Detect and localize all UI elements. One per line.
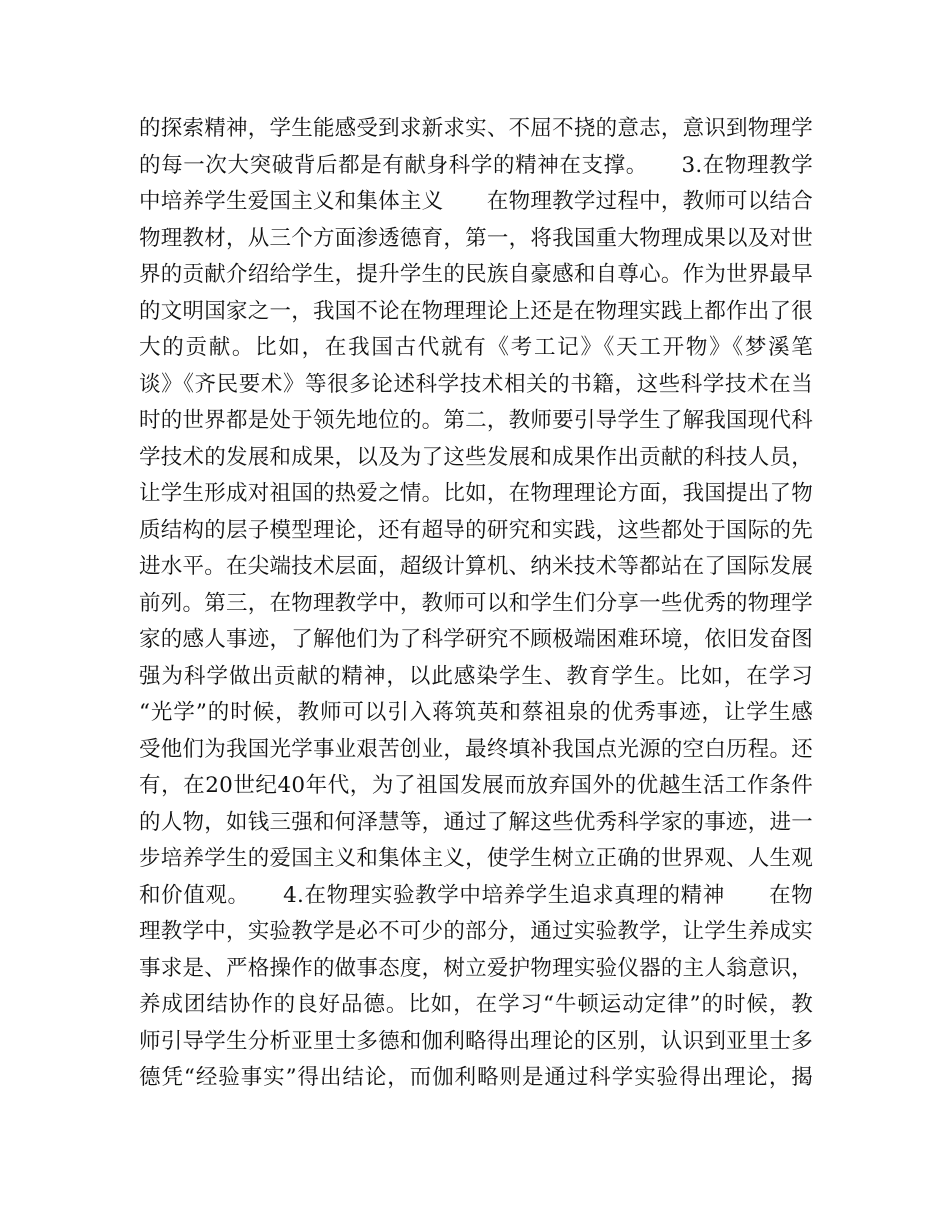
text-line: 谈》《齐民要术》等很多论述科学技术相关的书籍，这些科学技术在当 (139, 371, 813, 397)
text-line: 有，在20世纪40年代，为了祖国发展而放弃国外的优越生活工作条件 (139, 773, 813, 798)
text-line: 的人物，如钱三强和何泽慧等，通过了解这些优秀科学家的事迹，进一 (139, 809, 813, 835)
text-line: 进水平。在尖端技术层面，超级计算机、纳米技术等都站在了国际发展 (139, 554, 813, 579)
text-line: 物理教材，从三个方面渗透德育，第一，将我国重大物理成果以及对世 (139, 225, 813, 251)
text-line: 步培养学生的爱国主义和集体主义，使学生树立正确的世界观、人生观 (139, 846, 813, 871)
text-line: 受他们为我国光学事业艰苦创业，最终填补我国点光源的空白历程。还 (139, 736, 813, 762)
text-line: 理教学中，实验教学是必不可少的部分，通过实验教学，让学生养成实 (139, 919, 813, 944)
text-line: 家的感人事迹，了解他们为了科学研究不顾极端困难环境，依旧发奋图 (139, 627, 813, 652)
text-line: 的每一次大突破背后都是有献身科学的精神在支撑。 3.在物理教学 (139, 152, 813, 178)
text-line: “光学”的时候，教师可以引入蒋筑英和蔡祖泉的优秀事迹，让学生感 (139, 700, 813, 725)
text-line: 德凭“经验事实”得出结论，而伽利略则是通过科学实验得出理论，揭 (139, 1065, 813, 1090)
text-line: 事求是、严格操作的做事态度，树立爱护物理实验仪器的主人翁意识， (139, 955, 813, 981)
text-line: 质结构的层子模型理论，还有超导的研究和实践，这些都处于国际的先 (139, 517, 813, 543)
text-line: 前列。第三，在物理教学中，教师可以和学生们分享一些优秀的物理学 (139, 590, 813, 616)
body-text (139, 111, 813, 1097)
text-line: 的探索精神，学生能感受到求新求实、不屈不挠的意志，意识到物理学 (139, 116, 813, 141)
text-line: 养成团结协作的良好品德。比如，在学习“牛顿运动定律”的时候，教 (139, 992, 813, 1017)
text-line: 时的世界都是处于领先地位的。第二，教师要引导学生了解我国现代科 (139, 408, 813, 433)
text-line: 中培养学生爱国主义和集体主义 在物理教学过程中，教师可以结合 (139, 189, 813, 214)
text-line: 学技术的发展和成果，以及为了这些发展和成果作出贡献的科技人员， (139, 444, 813, 470)
text-line: 界的贡献介绍给学生，提升学生的民族自豪感和自尊心。作为世界最早 (139, 262, 813, 287)
text-line: 的文明国家之一，我国不论在物理理论上还是在物理实践上都作出了很 (139, 298, 813, 324)
text-line: 强为科学做出贡献的精神，以此感染学生、教育学生。比如，在学习 (139, 663, 813, 689)
text-line: 师引导学生分析亚里士多德和伽利略得出理论的区别，认识到亚里士多 (139, 1028, 813, 1054)
text-line: 大的贡献。比如，在我国古代就有《考工记》《天工开物》《梦溪笔 (139, 335, 813, 360)
text-line: 和价值观。 4.在物理实验教学中培养学生追求真理的精神 在物 (139, 882, 813, 908)
text-line: 让学生形成对祖国的热爱之情。比如，在物理理论方面，我国提出了物 (139, 481, 813, 506)
